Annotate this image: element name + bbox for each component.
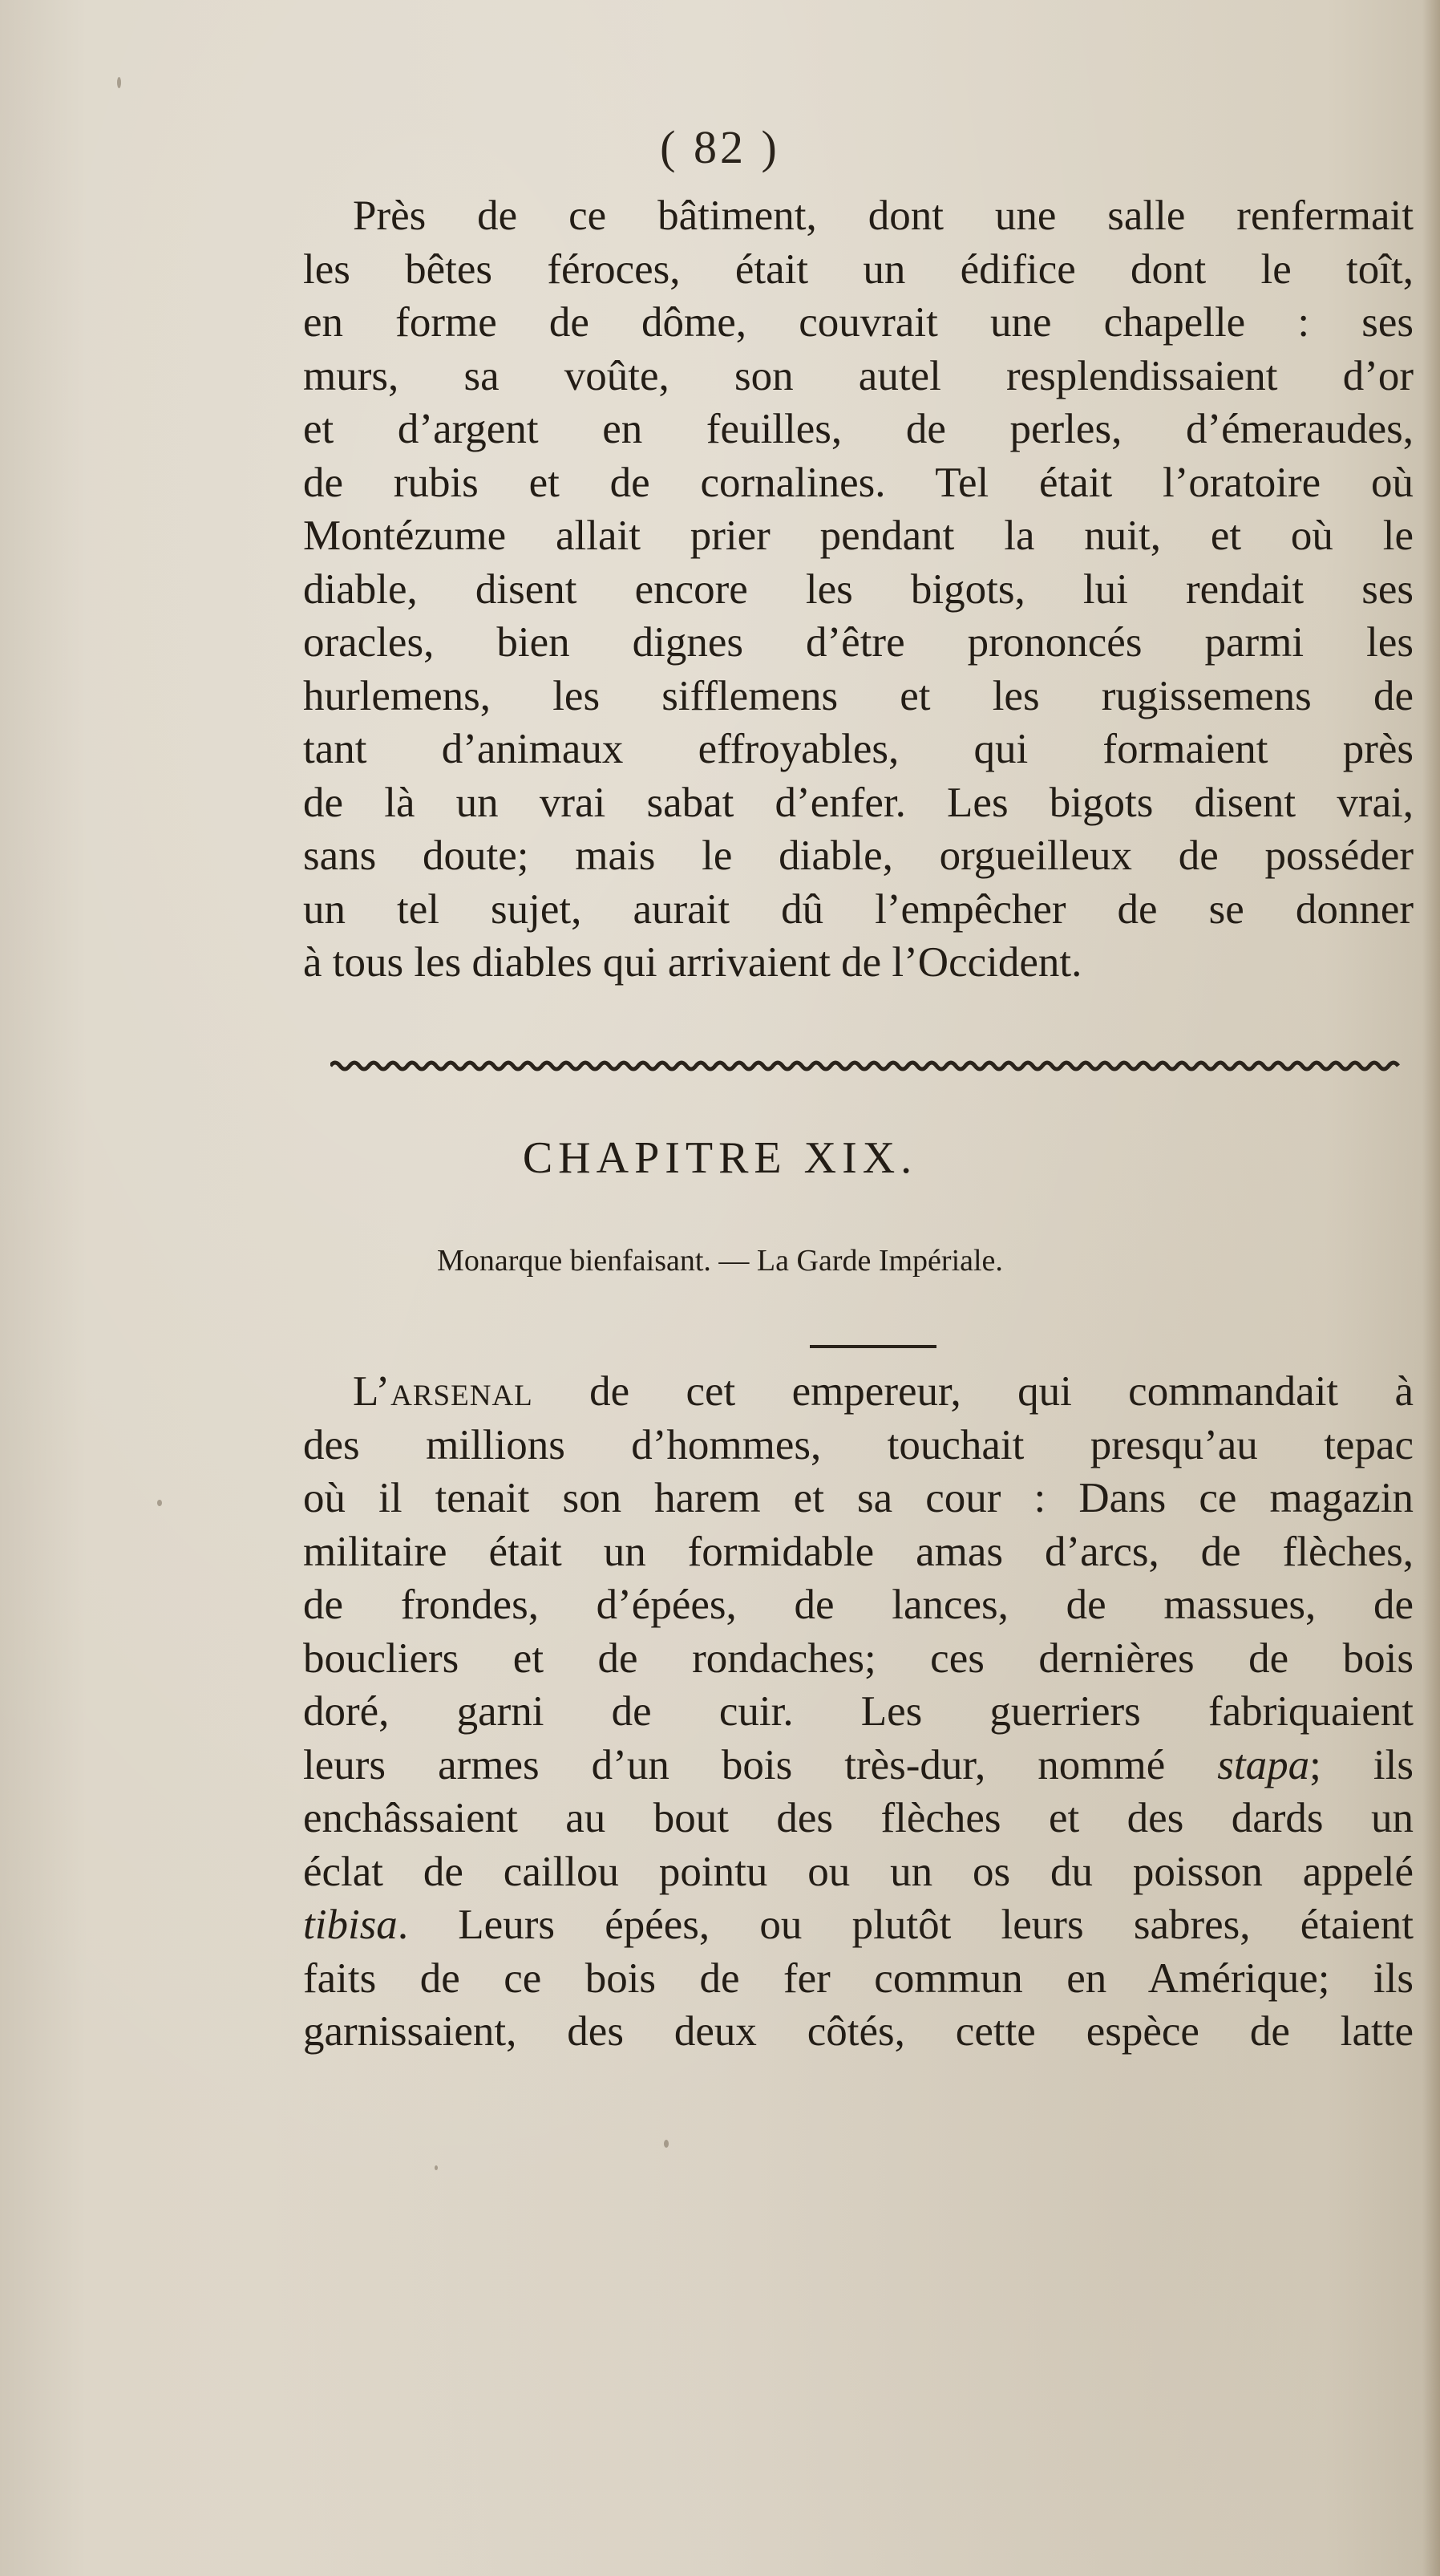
paper-speck: [157, 1500, 162, 1506]
text-line: boucliers et de rondaches; ces dernières de bois: [303, 1634, 1414, 1682]
text-line: de rubis et de cornalines. Tel était l’oratoire où: [303, 459, 1414, 506]
text-line: des millions d’hommes, touchait presqu’au tepac: [303, 1421, 1414, 1468]
text-line: garnissaient, des deux côtés, cette espèce de latte: [303, 2008, 1414, 2055]
chapter-subtitle: Monarque bienfaisant. — La Garde Impériale.: [437, 1244, 1003, 1278]
text-line: oracles, bien dignes d’être prononcés parmi les: [303, 619, 1414, 666]
text-fragment: . Leurs épées, ou plutôt leurs sabres, étaient: [397, 1902, 1414, 1948]
text-line: où il tenait son harem et sa cour : Dans ce magazin: [303, 1475, 1414, 1521]
page-number: ( 82 ): [660, 121, 780, 173]
italic-term: stapa: [1217, 1741, 1310, 1788]
text-line: les bêtes féroces, était un édifice dont le toît,: [303, 245, 1414, 293]
text-line: diable, disent encore les bigots, lui rendait ses: [303, 565, 1414, 613]
opening-word: L’arsenal: [353, 1368, 533, 1415]
text-line: sans doute; mais le diable, orgueilleux de posséder: [303, 832, 1414, 879]
divider-rule: [810, 1345, 936, 1348]
text-line: de là un vrai sabat d’enfer. Les bigots disent vrai,: [303, 779, 1414, 826]
text-line: militaire était un formidable amas d’arcs, de flèches,: [303, 1528, 1414, 1575]
page-edge-shadow: [1422, 0, 1440, 2576]
text-fragment: leurs armes d’un bois très-dur, nommé: [303, 1741, 1218, 1788]
text-line: faits de ce bois de fer commun en Amérique; ils: [303, 1954, 1414, 2002]
text-line: et d’argent en feuilles, de perles, d’émeraudes,: [303, 406, 1414, 452]
text-line: [303, 1739, 1414, 1792]
text-line: à tous les diables qui arrivaient de l’Occident.: [303, 939, 1082, 986]
text-line: enchâssaient au bout des flèches et des dards un: [303, 1795, 1414, 1841]
text-fragment: de cet empereur, qui commandait à: [532, 1368, 1414, 1415]
text-line: de frondes, d’épées, de lances, de massues, de: [303, 1582, 1414, 1628]
text-line: en forme de dôme, couvrait une chapelle : ses: [303, 299, 1414, 346]
text-line: murs, sa voûte, son autel resplendissaient d’or: [303, 352, 1414, 399]
text-line: éclat de caillou pointu ou un os du poisson appelé: [303, 1848, 1414, 1895]
text-line: doré, garni de cuir. Les guerriers fabriquaient: [303, 1688, 1414, 1735]
paragraph-1: [303, 189, 1414, 990]
text-line: [303, 1365, 1414, 1419]
text-line: un tel sujet, aurait dû l’empêcher de se donner: [303, 885, 1414, 933]
text-line: Montézume allait prier pendant la nuit, et où le: [303, 512, 1414, 559]
paper-speck: [117, 77, 121, 88]
chapter-title: CHAPITRE XIX.: [522, 1133, 918, 1183]
italic-term: tibisa: [303, 1902, 398, 1948]
text-fragment: ; ils: [1309, 1741, 1414, 1788]
text-line: tant d’animaux effroyables, qui formaient près: [303, 726, 1414, 772]
paragraph-2: [303, 1365, 1414, 2059]
paper-speck: [664, 2140, 669, 2148]
paper-speck: [435, 2165, 438, 2170]
text-line: [303, 1898, 1414, 1952]
text-line: hurlemens, les sifflemens et les rugissemens de: [303, 672, 1414, 719]
text-line: Près de ce bâtiment, dont une salle renfermait: [353, 192, 1414, 239]
decorative-wave-rule: [330, 1057, 1413, 1075]
